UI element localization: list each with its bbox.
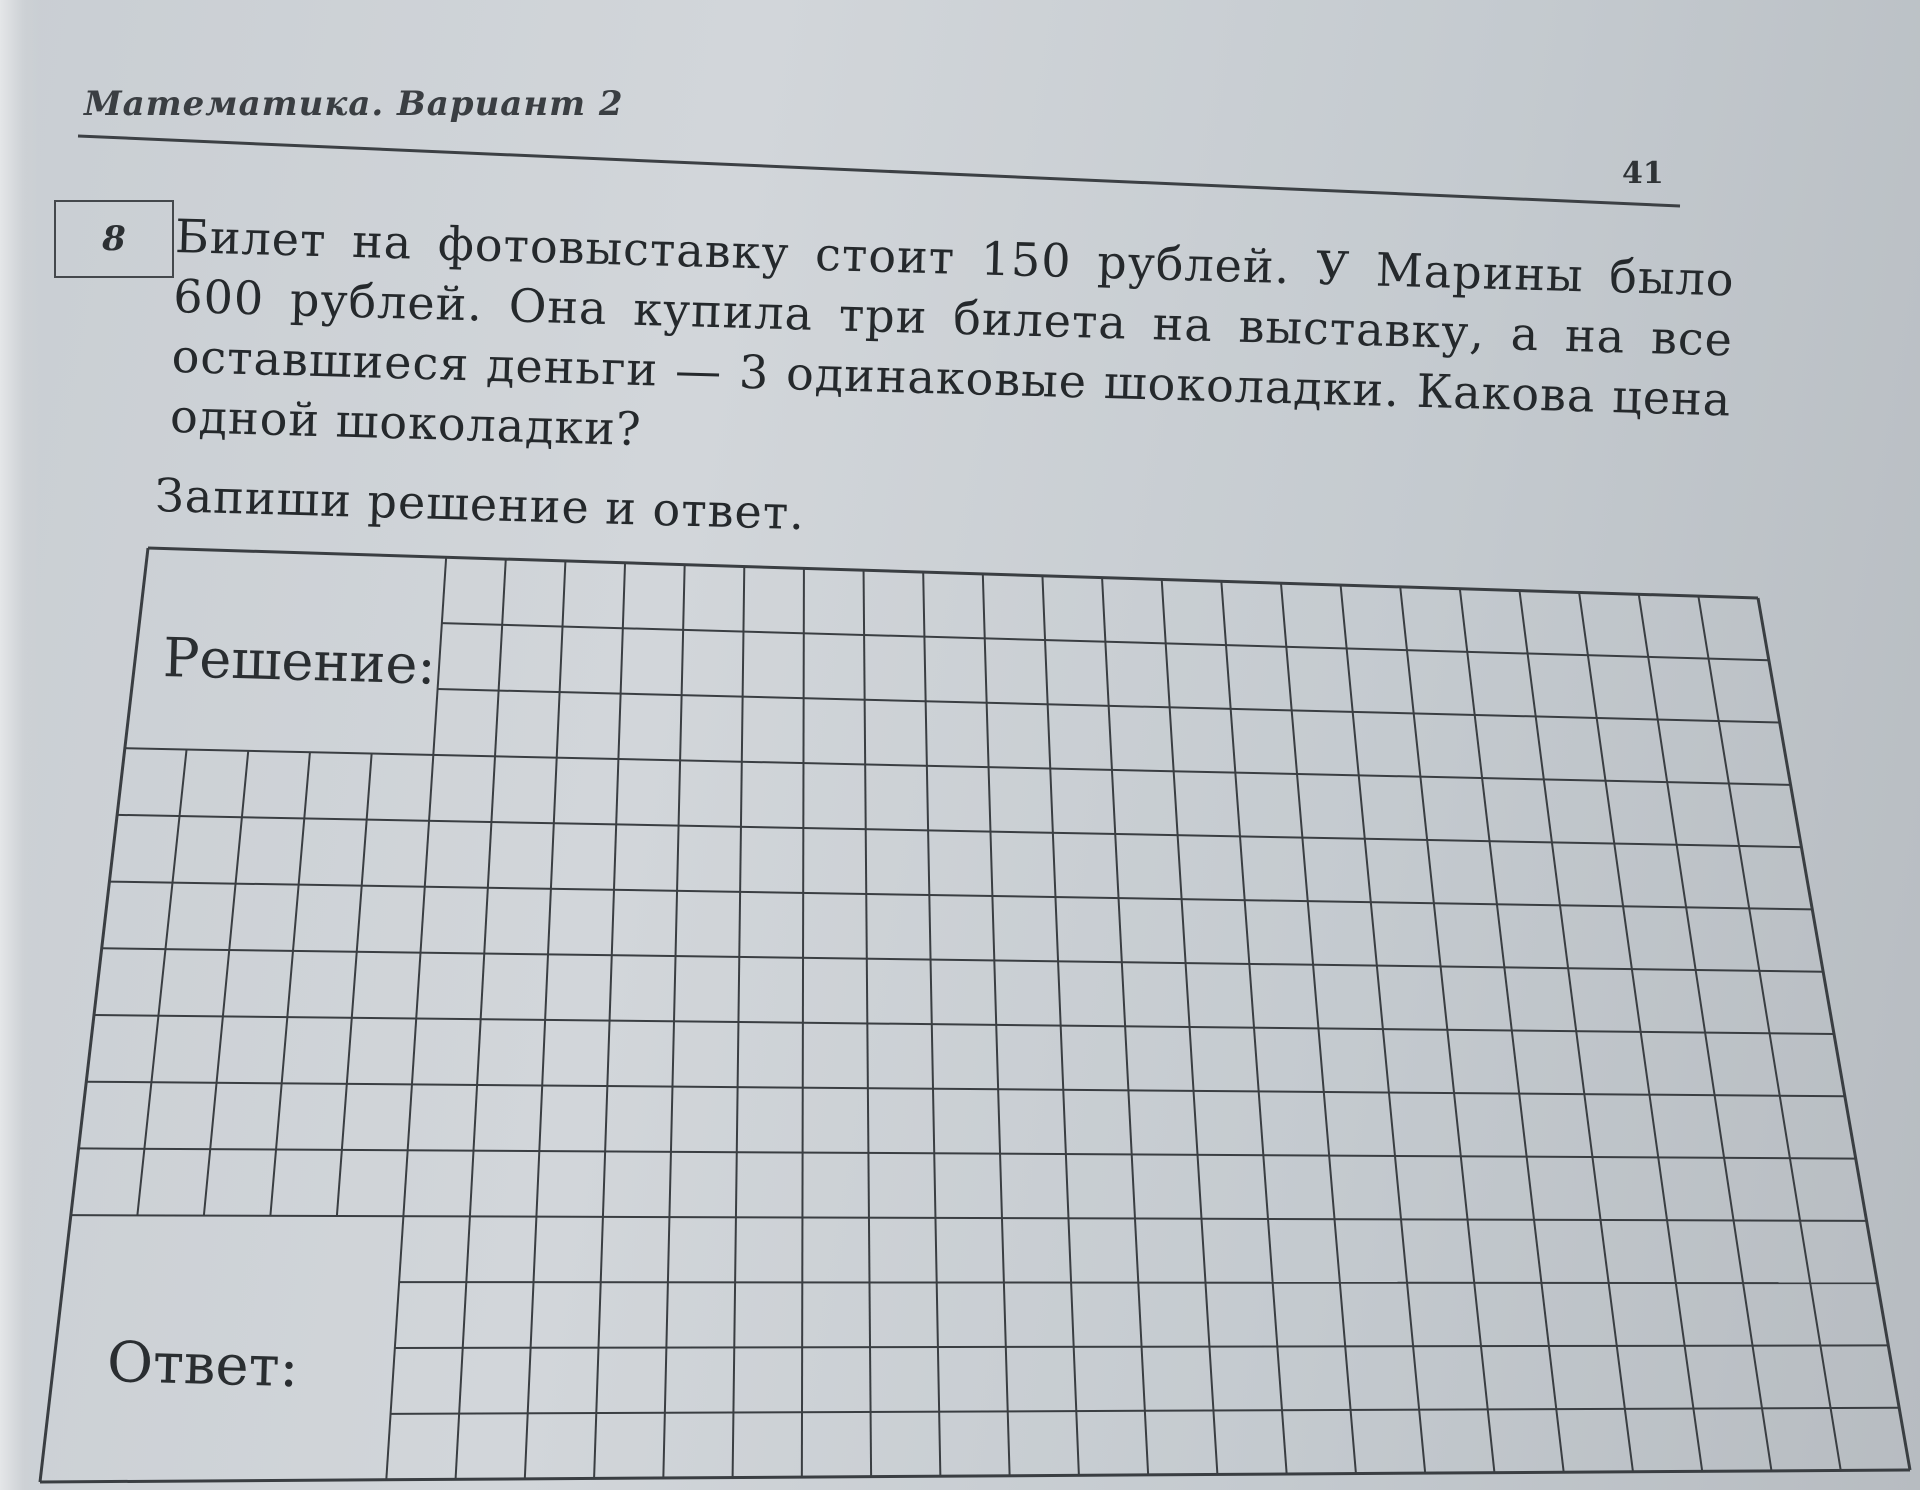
- grid-vertical-line: [204, 751, 248, 1216]
- grid-horizontal-line: [79, 1148, 1856, 1158]
- grid-border-line: [148, 548, 1758, 598]
- task-number: 8: [102, 219, 126, 259]
- grid-horizontal-line: [395, 1345, 1888, 1348]
- grid-horizontal-line: [94, 1015, 1834, 1034]
- answer-label: Ответ:: [106, 1330, 300, 1401]
- page-header-title: Математика. Вариант 2: [84, 84, 624, 124]
- grid-vertical-line: [137, 750, 186, 1216]
- task-text: Билет на фотовыставку стоит 150 рублей. У Марины было 600 рублей. Она купила три билета на выставку, а на все оставшиеся деньги — 3 одинаковые шоколадки. Какова цена одной шоколадки?: [169, 208, 1736, 457]
- grid-horizontal-line: [86, 1082, 1845, 1097]
- grid-horizontal-line: [71, 1215, 1867, 1221]
- grid-vertical-line: [337, 754, 372, 1216]
- page-number: 41: [1622, 156, 1664, 191]
- solution-label: Решение:: [162, 626, 437, 697]
- task-instruction: Запиши решение и ответ.: [154, 468, 806, 541]
- grid-horizontal-line: [399, 1282, 1877, 1283]
- grid-vertical-line: [270, 752, 310, 1216]
- grid-border-line: [40, 1470, 1910, 1482]
- grid-horizontal-line: [102, 948, 1823, 971]
